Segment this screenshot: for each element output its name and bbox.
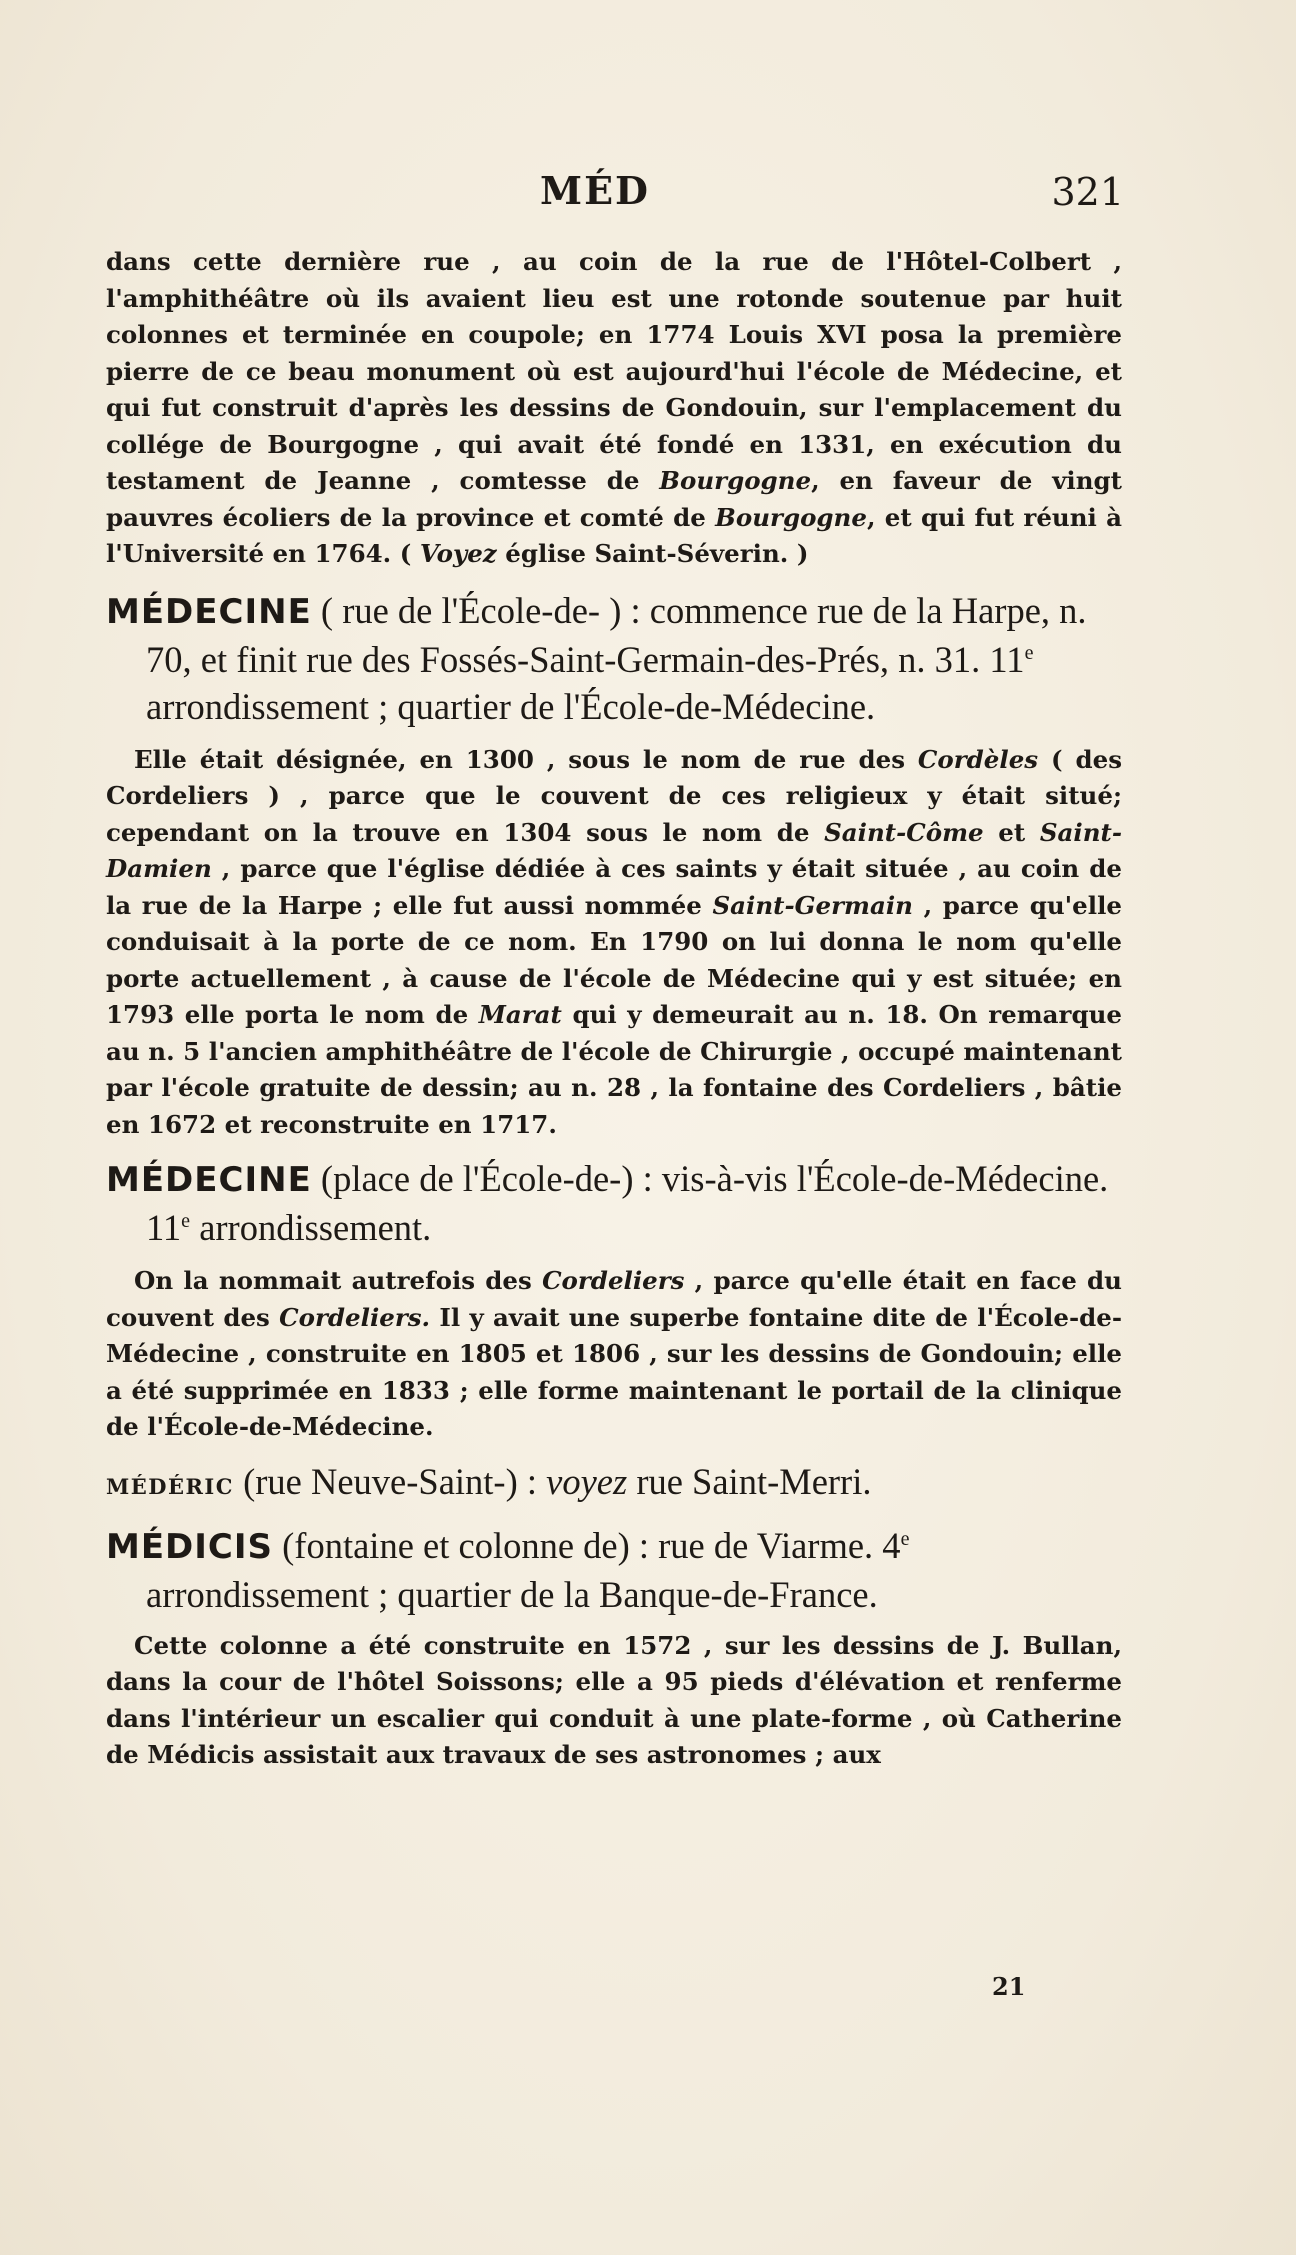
entry-text: ( rue de l'École-de- ) : commence rue de la Harpe, n. 70, et finit rue des Fossés-Saint-Germain-des-Prés, n. 31. 11 [146, 589, 1087, 680]
intro-italic-2: Bourgogne [715, 502, 867, 532]
superscript: e [1024, 641, 1034, 664]
page-content [106, 244, 1122, 1774]
signature-mark: 21 [992, 1972, 1026, 2001]
entry-text: arrondissement. [190, 1207, 432, 1248]
entry-medecine-rue-body [106, 742, 1122, 1144]
headword: MÉDICIS [106, 1526, 274, 1567]
body-text: Cette colonne a été construite en 1572 , sur les dessins de J. Bullan, dans la cour de l'hôtel Soissons; elle a 95 pieds d'élévation et renferme dans l'intérieur un escalier qui conduit à une plate-forme , où Catherine de Médicis assistait aux travaux de ses astronomes ; aux [106, 1630, 1122, 1769]
intro-italic-1: Bourgogne [659, 466, 812, 495]
body-text: , parce qu'elle conduisait à la porte de ce nom. En 1790 on lui donna le nom qu'elle porte actuellement , à cause de l'école de Médecine qui y est située; en 1793 elle porta le nom de [106, 890, 1122, 1029]
entry-medecine-place-heading [106, 1155, 1122, 1251]
page-header [0, 168, 1296, 228]
headword: MÉDECINE [106, 1160, 312, 1200]
intro-text-2: , en faveur de vingt pauvres écoliers de la province et comté de [106, 466, 1123, 532]
entry-text: (fontaine et colonne de) : rue de Viarme. 4 [273, 1524, 901, 1566]
body-text: , parce que l'église dédiée à ces saints y était située , au coin de la rue de la Harpe ; elle fut aussi nommée [106, 854, 1122, 920]
entry-text: rue Saint-Merri. [627, 1460, 872, 1502]
entry-medicis-heading [106, 1522, 1122, 1618]
headword: MÉDECINE [106, 591, 312, 632]
body-text: ( des Cordeliers ) , parce que le couvent de ces religieux y était situé; cependant on la trouve en 1304 sous le nom de [106, 744, 1122, 847]
body-italic: Saint-Damien [106, 817, 1122, 883]
body-text: On la nommait autrefois des [134, 1266, 543, 1295]
entry-medicis-body [106, 1628, 1122, 1774]
body-italic: Saint-Germain [712, 890, 913, 920]
body-italic: Marat [478, 1000, 562, 1029]
superscript: e [900, 1527, 910, 1550]
entry-mederic-heading [106, 1458, 1122, 1510]
entry-text: (rue Neuve-Saint-) : [233, 1460, 547, 1502]
superscript: e [181, 1209, 191, 1232]
intro-text-4: église Saint-Séverin. ) [496, 539, 809, 568]
entry-medecine-rue-heading [106, 587, 1122, 730]
body-text: , parce qu'elle était en face du couvent des [106, 1266, 1122, 1332]
intro-text-1: dans cette dernière rue , au coin de la rue de l'Hôtel-Colbert , l'amphithéâtre où ils avaient lieu est une rotonde soutenue par huit colonnes et terminée en coupole; en 1774 Louis XVI posa la première pierre de ce beau monument où est aujourd'hui l'école de Médecine, et qui fut construit d'après les dessins de Gondouin, sur l'emplacement du collége de Bourgogne , qui avait été fondé en 1331, en exécution du testament de Jeanne , comtesse de [106, 247, 1122, 495]
body-text: et [983, 817, 1040, 847]
headword: MÉDÉRIC [106, 1473, 234, 1499]
intro-text-3: , et qui fut réuni à l'Université en 1764. ( [106, 502, 1122, 568]
entry-medecine-place-body [106, 1263, 1122, 1446]
body-italic: Cordèles [917, 744, 1039, 774]
intro-italic-3: Voyez [419, 539, 497, 568]
body-text: Elle était désignée, en 1300 , sous le nom de rue des [134, 744, 918, 774]
body-text: qui y demeurait au n. 18. On remarque au n. 5 l'ancien amphithéâtre de l'école de Chirurgie , occupé maintenant par l'école gratuite de dessin; au n. 28 , la fontaine des Cordeliers , bâtie en 1672 et reconstruite en 1717. [106, 1000, 1123, 1139]
body-italic: Saint-Côme [824, 817, 984, 847]
entry-text: (place de l'École-de-) : vis-à-vis l'École-de-Médecine. 11 [146, 1158, 1109, 1248]
entry-text: arrondissement ; quartier de la Banque-de-France. [146, 1573, 878, 1615]
entry-text: arrondissement ; quartier de l'École-de-Médecine. [146, 685, 876, 727]
running-head: MÉD [540, 168, 650, 213]
body-text: Il y avait une superbe fontaine dite de l'École-de-Médecine , construite en 1805 et 1806 , sur les dessins de Gondouin; elle a été supprimée en 1833 ; elle forme maintenant le portail de la clinique de l'École-de-Médecine. [106, 1302, 1122, 1441]
body-italic: Cordeliers [542, 1266, 685, 1295]
entry-italic: voyez [546, 1460, 628, 1502]
page-number: 321 [1051, 170, 1124, 214]
intro-paragraph [106, 244, 1122, 573]
body-italic: Cordeliers. [279, 1302, 431, 1332]
